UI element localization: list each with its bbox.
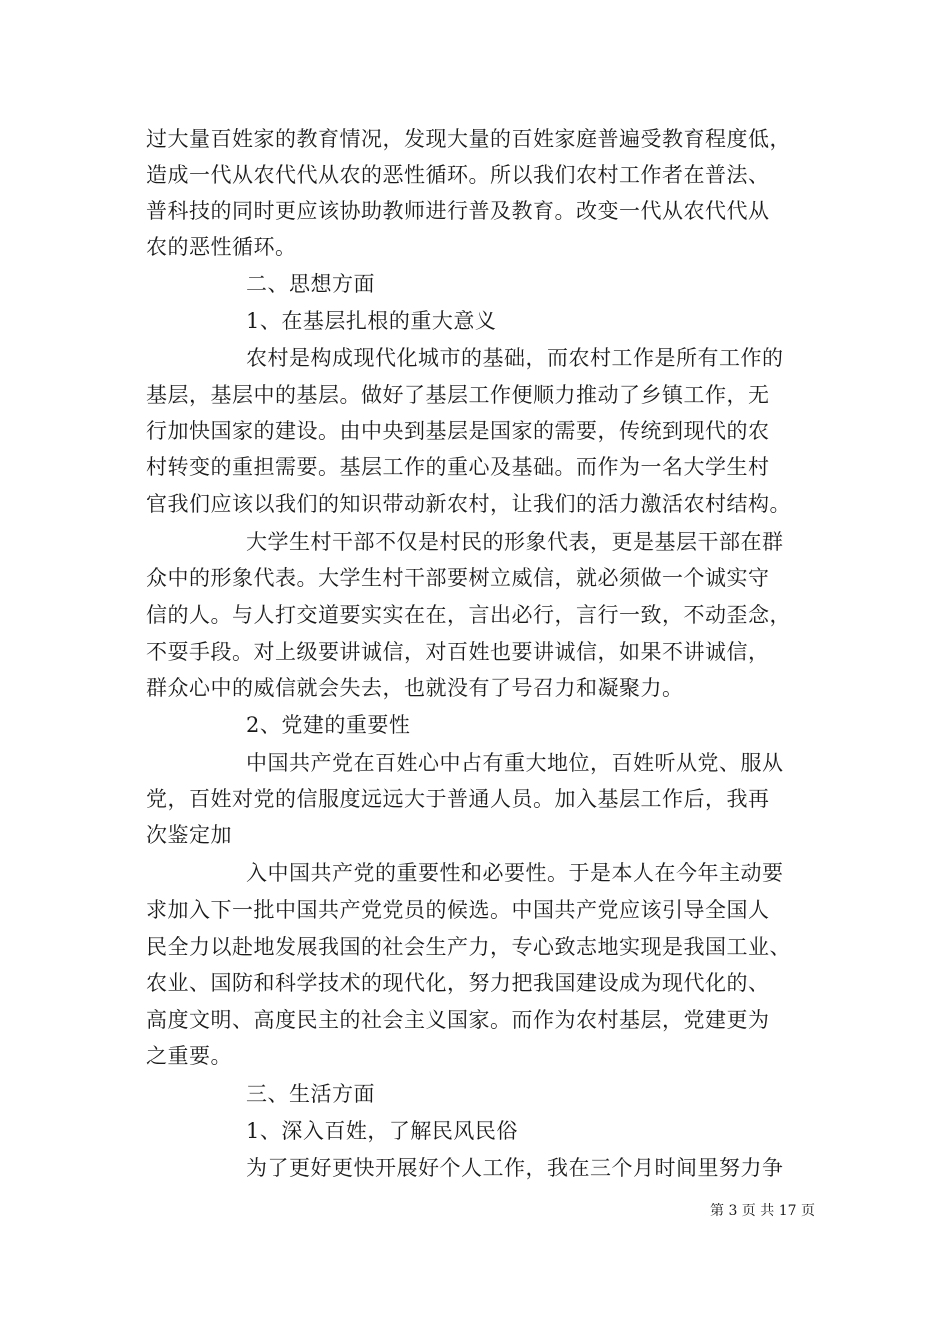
text-line: 众中的形象代表。大学生村干部要树立威信，就必须做一个诚实守 [146, 566, 770, 590]
text-line: 普科技的同时更应该协助教师进行普及教育。改变一代从农代代从 [146, 199, 770, 223]
subsection-heading: 1、在基层扎根的重大意义 [246, 309, 497, 333]
subsection-heading: 1、深入百姓，了解民风民俗 [246, 1119, 518, 1143]
subsection-heading: 2、党建的重要性 [246, 713, 411, 737]
section-heading: 二、思想方面 [246, 272, 375, 296]
text-line: 高度文明、高度民主的社会主义国家。而作为农村基层，党建更为 [146, 1008, 770, 1032]
paragraph-first-line: 大学生村干部不仅是村民的形象代表，更是基层干部在群 [246, 530, 784, 554]
text-line: 之重要。 [146, 1044, 232, 1068]
text-line: 次鉴定加 [146, 823, 232, 847]
text-line: 官我们应该以我们的知识带动新农村，让我们的活力激活农村结构。 [146, 492, 791, 516]
paragraph-first-line: 农村是构成现代化城市的基础，而农村工作是所有工作的 [246, 346, 784, 370]
text-line: 村转变的重担需要。基层工作的重心及基础。而作为一名大学生村 [146, 455, 770, 479]
paragraph-first-line: 入中国共产党的重要性和必要性。于是本人在今年主动要 [246, 861, 784, 885]
section-heading: 三、生活方面 [246, 1082, 375, 1106]
text-line: 党，百姓对党的信服度远远大于普通人员。加入基层工作后，我再 [146, 787, 770, 811]
text-line: 民全力以赴地发展我国的社会生产力，专心致志地实现是我国工业、 [146, 935, 791, 959]
text-line: 农的恶性循环。 [146, 235, 297, 259]
paragraph-first-line: 中国共产党在百姓心中占有重大地位，百姓听从党、服从 [246, 751, 784, 775]
text-line: 信的人。与人打交道要实实在在，言出必行，言行一致，不动歪念， [146, 603, 791, 627]
text-line: 过大量百姓家的教育情况，发现大量的百姓家庭普遍受教育程度低， [146, 127, 791, 151]
page-number-footer: 第 3 页 共 17 页 [710, 1203, 815, 1219]
text-line: 群众心中的威信就会失去，也就没有了号召力和凝聚力。 [146, 676, 684, 700]
text-line: 造成一代从农代代从农的恶性循环。所以我们农村工作者在普法、 [146, 163, 770, 187]
paragraph-first-line: 为了更好更快开展好个人工作，我在三个月时间里努力争 [246, 1156, 784, 1180]
text-line: 求加入下一批中国共产党党员的候选。中国共产党应该引导全国人 [146, 898, 770, 922]
text-line: 不耍手段。对上级要讲诚信，对百姓也要讲诚信，如果不讲诚信， [146, 640, 770, 664]
text-line: 基层，基层中的基层。做好了基层工作便顺力推动了乡镇工作，无 [146, 383, 770, 407]
text-line: 行加快国家的建设。由中央到基层是国家的需要，传统到现代的农 [146, 419, 770, 443]
text-line: 农业、国防和科学技术的现代化，努力把我国建设成为现代化的、 [146, 971, 770, 995]
